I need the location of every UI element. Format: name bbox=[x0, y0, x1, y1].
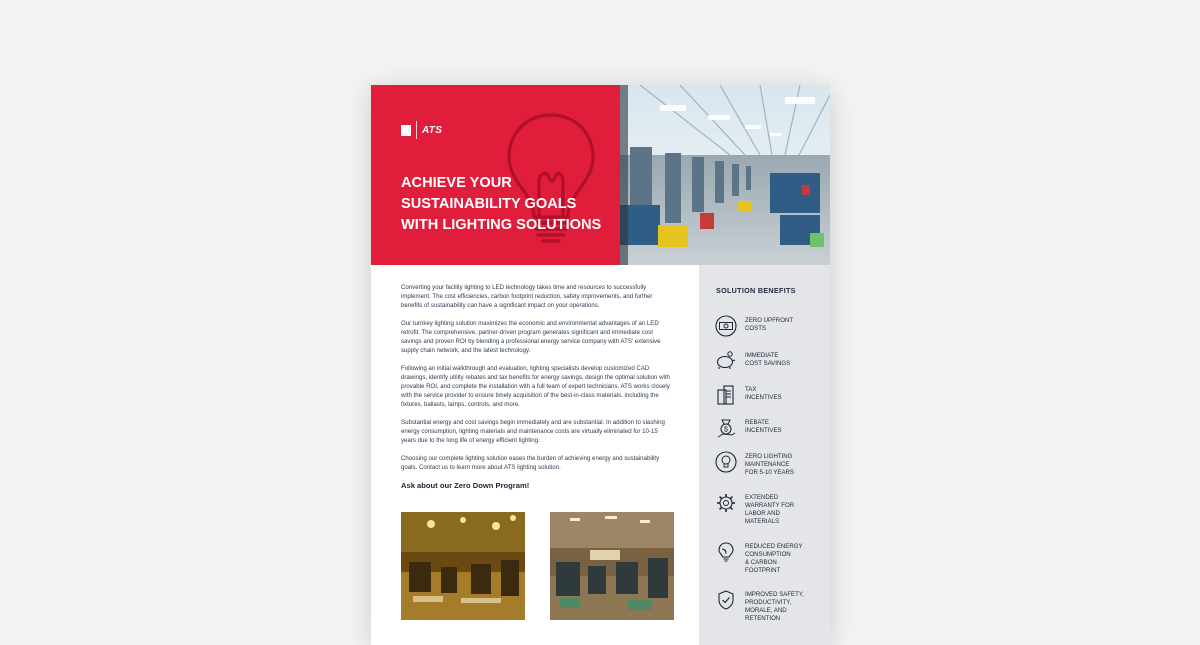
benefit-label: ZERO LIGHTING MAINTENANCE FOR 5-10 YEARS bbox=[745, 453, 794, 476]
benefit-item bbox=[715, 451, 827, 477]
piggy-bank-icon bbox=[715, 350, 737, 372]
benefits-title: SOLUTION BENEFITS bbox=[716, 286, 796, 295]
logo-mark bbox=[401, 125, 411, 136]
benefit-label: REBATE INCENTIVES bbox=[745, 419, 782, 434]
gear-icon bbox=[715, 492, 737, 514]
benefit-label: TAX INCENTIVES bbox=[745, 386, 782, 401]
benefit-item bbox=[715, 384, 827, 406]
benefit-label: EXTENDED WARRANTY FOR LABOR AND MATERIALS bbox=[745, 494, 795, 525]
eco-bulb-icon bbox=[715, 541, 737, 563]
benefit-item bbox=[715, 541, 827, 575]
paragraph: Choosing our complete lighting solution eases the burden of achieving energy and sustainability goals. Contact us to learn more about ATS lighting solution. bbox=[401, 455, 660, 471]
flyer-page bbox=[371, 85, 830, 645]
paragraph: Converting your facility lighting to LED technology takes time and resources to successfully implement. The cost efficiencies, carbon footprint reduction, safety improvements, and further benefits of sustainability can have a significant impact on your operations. bbox=[401, 284, 653, 309]
benefit-item bbox=[715, 492, 827, 526]
ats-logo bbox=[401, 121, 442, 139]
benefit-item bbox=[715, 417, 827, 439]
paragraph: Following an initial walkthrough and evaluation, lighting specialists develop customized CAD drawings, identify utility rebates and tax benefits for energy savings, design the optimal solution with provable ROI, and complete the installation with a full team of expert technicians. ATS works closely with the service provider to ensure timely acquisition of the best-in-class materials, including the fixtures, ballasts, lamps, controls, and more. bbox=[401, 365, 670, 408]
paragraph: Our turnkey lighting solution maximizes the economic and environmental advantages of an LED retrofit. The comprehensive, partner-driven program generates significant and immediate cost savings and proven ROI by blending a professional energy service company with ATS' extensive supply chain network, and the latest technology. bbox=[401, 320, 661, 354]
hero-title: ACHIEVE YOUR SUSTAINABILITY GOALS WITH LIGHTING SOLUTIONS bbox=[401, 175, 602, 233]
benefit-label: REDUCED ENERGY CONSUMPTION & CARBON FOOTPRINT bbox=[745, 543, 803, 574]
warehouse-photo-left bbox=[401, 512, 525, 620]
bulb-circle-icon bbox=[715, 451, 737, 473]
tax-document-icon bbox=[715, 384, 737, 406]
hero-factory-photo bbox=[620, 85, 830, 265]
benefit-label: ZERO UPFRONT COSTS bbox=[745, 317, 794, 332]
benefit-item bbox=[715, 589, 827, 623]
benefit-label: IMPROVED SAFETY, PRODUCTIVITY, MORALE, AND RETENTION bbox=[745, 591, 804, 622]
hero-banner bbox=[371, 85, 620, 265]
body-copy bbox=[401, 283, 671, 506]
benefit-item bbox=[715, 350, 827, 372]
benefit-label: IMMEDIATE COST SAVINGS bbox=[745, 352, 791, 367]
shield-check-icon bbox=[715, 589, 737, 611]
benefit-item bbox=[715, 315, 827, 337]
solution-benefits-panel bbox=[699, 265, 830, 645]
svg-text:$: $ bbox=[724, 426, 728, 434]
warehouse-photo-right bbox=[550, 512, 674, 620]
rebate-hand-icon bbox=[715, 417, 737, 439]
logo-text: ATS bbox=[422, 124, 443, 136]
paragraph: Substantial energy and cost savings begin immediately and are substantial. In addition to slashing energy consumption, lighting materials and maintenance costs are virtually eliminated for 10-15 years due to the long life of energy efficient lighting. bbox=[401, 419, 665, 444]
money-icon bbox=[715, 315, 737, 337]
zero-down-cta: Ask about our Zero Down Program! bbox=[401, 481, 530, 490]
